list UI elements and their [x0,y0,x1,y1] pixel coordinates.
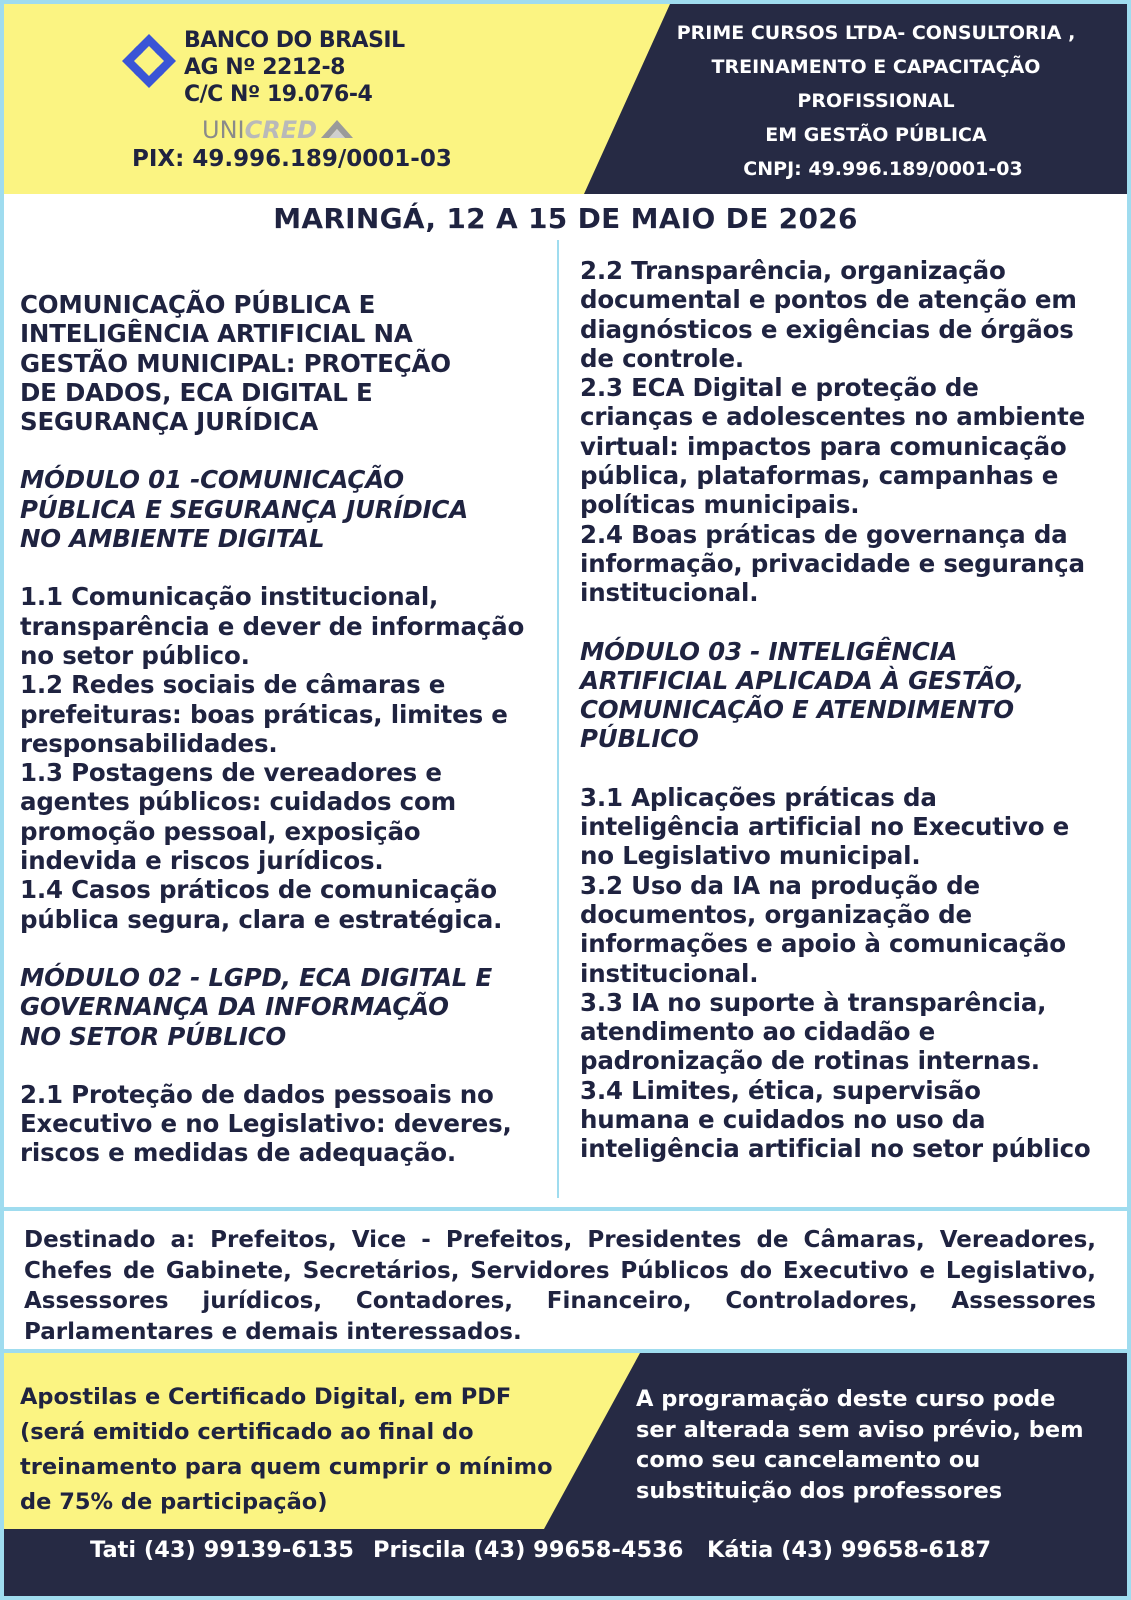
item-line: pública segura, clara e estratégica. [20,904,503,934]
module-1-item [20,758,560,875]
certificate-info [20,1380,560,1520]
module-2-item [580,256,1120,373]
module-3-item [580,783,1120,871]
module-title-line: GOVERNANÇA DA INFORMAÇÃO [20,992,449,1022]
item-line: transparência e dever de informação [20,611,525,641]
certificate-line: de 75% de participação) [20,1489,328,1515]
module-3-item [580,871,1120,988]
right-column [580,256,1120,1164]
item-line: riscos e medidas de adequação. [20,1138,457,1168]
item-line: crianças e adolescentes no ambiente [580,402,1085,432]
company-info [656,16,1096,186]
item-line: documental e pontos de atenção em [580,285,1077,315]
module-2-item [580,373,1120,519]
unicred-logo-part-a: UNI [202,116,245,144]
module-1-item [20,875,560,934]
audience-section [4,1207,1127,1353]
company-line-1: PRIME CURSOS LTDA- CONSULTORIA , [676,22,1076,44]
item-line: Executivo e no Legislativo: deveres, [20,1109,512,1139]
bank-name: BANCO DO BRASIL [184,28,405,53]
unicred-logo [202,116,357,144]
notice-line: substituição dos professores [636,1477,1003,1504]
banco-do-brasil-logo-icon [122,34,176,88]
company-line-3: PROFISSIONAL [797,90,955,112]
unicred-logo-part-b: CRED [244,116,318,144]
item-line: 3.3 IA no suporte à transparência, [580,987,1047,1017]
module-title-line: NO SETOR PÚBLICO [20,1021,287,1051]
item-line: virtual: impactos para comunicação [580,431,1067,461]
course-title-line: INTELIGÊNCIA ARTIFICIAL NA [20,319,413,349]
item-line: pública, plataformas, campanhas e [580,461,1059,491]
module-3-item [580,1076,1120,1164]
module-2-item [20,1080,560,1168]
module-title-line: NO AMBIENTE DIGITAL [20,524,325,554]
course-title-line: DE DADOS, ECA DIGITAL E [20,377,373,407]
module-1-title [20,465,560,553]
module-title-line: PÚBLICA E SEGURANÇA JURÍDICA [20,494,468,524]
event-date: MARINGÁ, 12 A 15 DE MAIO DE 2026 [273,202,858,235]
company-line-2: TREINAMENTO E CAPACITAÇÃO [711,56,1041,78]
course-title-line: GESTÃO MUNICIPAL: PROTEÇÃO [20,348,451,378]
item-line: 2.3 ECA Digital e proteção de [580,373,979,403]
module-title-line: MÓDULO 03 - INTELIGÊNCIA [580,636,958,666]
module-2-title [20,963,560,1051]
bank-account: C/C Nº 19.076-4 [184,82,373,107]
item-line: 2.4 Boas práticas de governança da [580,519,1068,549]
item-line: padronização de rotinas internas. [580,1046,1040,1076]
item-line: documentos, organização de [580,899,972,929]
item-line: 1.3 Postagens de vereadores e [20,758,442,788]
left-column [20,290,560,1168]
unicred-arrow-icon [317,118,357,140]
item-line: 2.2 Transparência, organização [580,256,1006,285]
notice-line: como seu cancelamento ou [636,1447,981,1473]
certificate-line: Apostilas e Certificado Digital, em PDF [20,1384,512,1410]
item-line: inteligência artificial no setor público [580,1134,1091,1164]
item-line: de controle. [580,343,745,373]
course-title-line: COMUNICAÇÃO PÚBLICA E [20,290,376,319]
contact-katia: Kátia (43) 99658-6187 [707,1537,992,1563]
contacts-bar [4,1529,1127,1596]
item-line: 3.4 Limites, ética, supervisão [580,1075,981,1105]
module-1-item [20,582,560,670]
contact-priscila: Priscila (43) 99658-4536 [373,1537,684,1563]
module-3-title [580,637,1120,754]
item-line: diagnósticos e exigências de órgãos [580,314,1074,344]
pix-key: PIX: 49.996.189/0001-03 [132,146,452,172]
item-line: informação, privacidade e segurança [580,548,1085,578]
company-cnpj: CNPJ: 49.996.189/0001-03 [743,158,1023,180]
module-3-item [580,988,1120,1076]
notice-line: A programação deste curso pode [636,1386,1056,1412]
course-title [20,290,560,436]
item-line: 3.2 Uso da IA na produção de [580,870,980,900]
audience-text: Destinado a: Prefeitos, Vice - Prefeitos, Presidentes de Câmaras, Vereadores, Chefes de Gabinete, Secretários, Servidores Públicos do Executivo e Legislativo, Assessores jurídicos, Contadores, Financeiro, Controladores, Assessores Parlamentares e demais interessados. [24,1227,1096,1345]
module-2-item [580,520,1120,608]
module-title-line: COMUNICAÇÃO E ATENDIMENTO [580,695,1014,725]
item-line: prefeituras: boas práticas, limites e [20,699,508,729]
item-line: promoção pessoal, exposição [20,816,421,846]
item-line: no Legislativo municipal. [580,841,921,871]
item-line: responsabilidades. [20,728,278,758]
contact-tati: Tati (43) 99139-6135 [90,1537,354,1563]
certificate-line: (será emitido certificado ao final do [20,1419,474,1445]
certificate-line: treinamento para quem cumprir o mínimo [20,1454,553,1480]
item-line: indevida e riscos jurídicos. [20,846,384,876]
course-title-line: SEGURANÇA JURÍDICA [20,407,318,437]
notice-line: ser alterada sem aviso prévio, bem [636,1416,1084,1443]
item-line: 1.4 Casos práticos de comunicação [20,875,497,905]
item-line: 1.2 Redes sociais de câmaras e [20,670,446,700]
item-line: atendimento ao cidadão e [580,1017,936,1047]
schedule-notice [636,1384,1106,1506]
item-line: 2.1 Proteção de dados pessoais no [20,1079,494,1109]
module-title-line: MÓDULO 02 - LGPD, ECA DIGITAL E [20,962,493,992]
item-line: informações e apoio à comunicação [580,929,1066,959]
item-line: humana e cuidados no uso da [580,1105,986,1135]
item-line: 1.1 Comunicação institucional, [20,582,439,612]
item-line: no setor público. [20,640,250,670]
item-line: institucional. [580,958,759,988]
module-title-line: MÓDULO 01 -COMUNICAÇÃO [20,465,404,495]
module-title-line: ARTIFICIAL APLICADA À GESTÃO, [580,665,1024,695]
item-line: institucional. [580,578,759,608]
item-line: 3.1 Aplicações práticas da [580,782,937,812]
module-title-line: PÚBLICO [580,724,699,754]
company-line-4: EM GESTÃO PÚBLICA [765,124,987,146]
item-line: políticas municipais. [580,490,860,520]
item-line: inteligência artificial no Executivo e [580,812,1070,842]
item-line: agentes públicos: cuidados com [20,787,456,817]
module-1-item [20,670,560,758]
bank-agency: AG Nº 2212-8 [184,55,345,80]
